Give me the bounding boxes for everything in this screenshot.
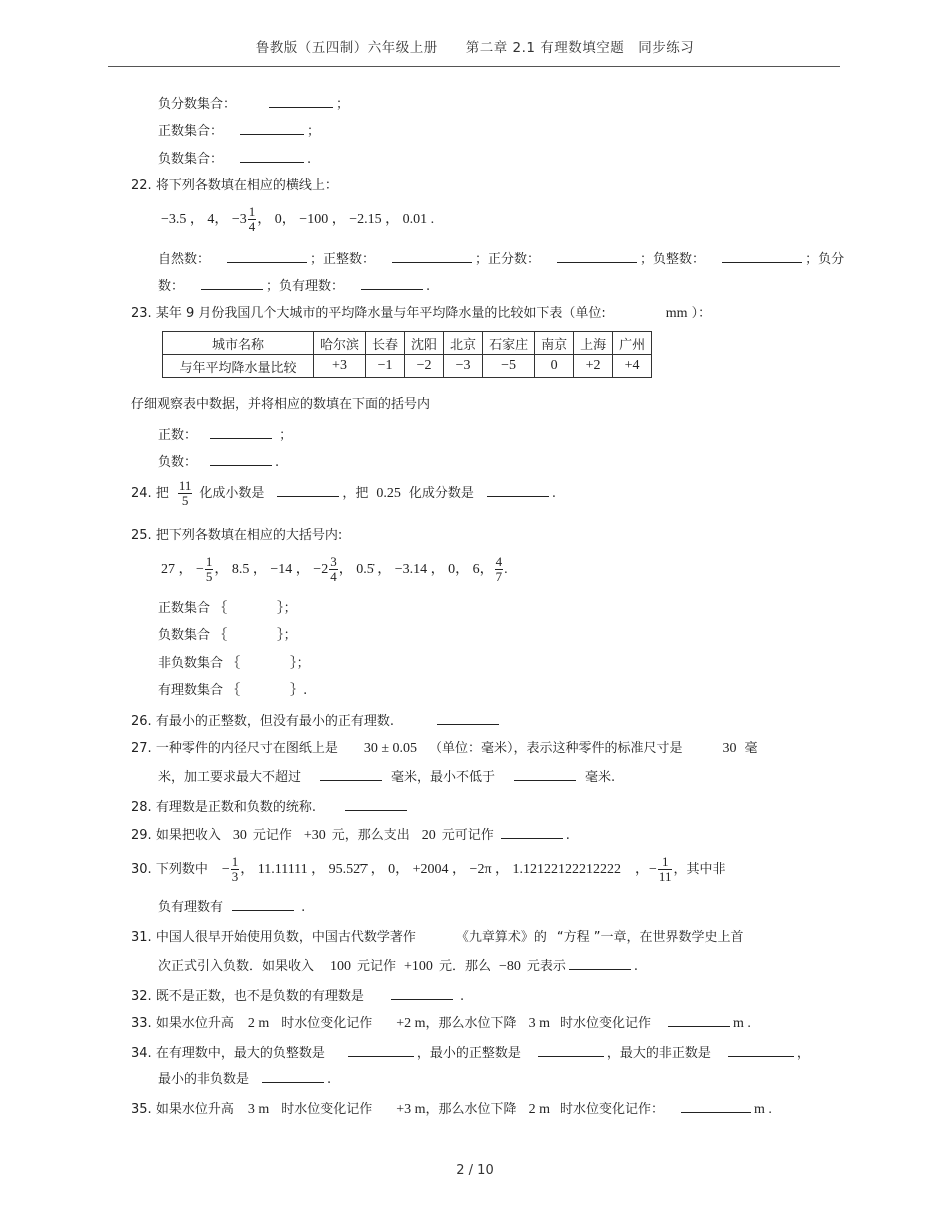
number-list: 27 ， − [161,562,204,577]
q25-set-rational: 有理数集合 ｛ ｝. [158,683,308,698]
label: ；负有理数： [266,279,345,294]
label: ；负整数： [640,252,706,267]
question-text: 元，那么支出 [331,828,410,843]
unit: m . [732,1016,751,1031]
question-text: ，把 [342,486,369,501]
answer-blank[interactable] [681,1099,751,1113]
table-cell: −1 [366,355,405,378]
table-cell: 石家庄 [483,332,535,355]
table-cell: −2 [405,355,444,378]
label: 负分数集合： [158,97,237,112]
label: 负数集合： [158,152,224,167]
page-number: 2 / 10 [456,1163,494,1178]
question-text: 如果水位升高 [155,1016,234,1031]
value: +3 m [396,1102,426,1117]
unit: m . [753,1102,772,1117]
label: . [426,279,431,294]
fraction: $\frac{1}{3}$ [231,854,239,884]
question-text: 如果把收入 [155,828,221,843]
table-cell: +4 [613,355,652,378]
fraction: $\frac{1}{11}$ [658,854,672,884]
question-text: “方程 ”一章，在世界数学史上首 [556,930,744,945]
value: +2 m [396,1016,426,1031]
answer-blank[interactable] [538,1043,604,1057]
answer-blank[interactable] [345,797,407,811]
value: 2 m [247,1016,270,1031]
question-text: 《九章算术》的 [455,930,547,945]
question-31 [131,929,743,947]
table-cell: 南京 [535,332,574,355]
table-cell: 上海 [574,332,613,355]
label: 正数集合 [158,601,211,616]
table-cell: −3 [444,355,483,378]
question-26 [131,711,502,731]
question-32: 32. 既不是正数，也不是负数的有理数是 . [131,986,464,1006]
question-35 [131,1099,772,1119]
fraction: $\frac{1}{5}$ [205,554,213,585]
answer-blank[interactable] [487,483,549,497]
table-row [163,355,652,378]
question-text: 毫米. [585,770,616,785]
label: 正数集合： [158,124,224,139]
answer-blank[interactable] [232,897,294,911]
number-list: ， 8.5 ， −14 ， −2 [214,562,329,577]
question-number: 33. [131,1016,152,1031]
question-number: 31. [131,930,152,945]
label: 负数： [158,455,198,470]
fraction: $\frac{11}{5}$ [178,478,192,508]
question-text: 把 [155,486,169,501]
question-text: 毫米，最小不低于 [391,770,496,785]
header-rule [108,66,840,67]
label: 非负数集合 [158,656,224,671]
value: 2 m [528,1102,550,1117]
mixed-fraction: $\frac{1}{4}$ [248,204,256,235]
value: +30 [303,828,326,843]
question-text: 有理数是正数和负数的统称. [155,800,316,815]
answer-blank[interactable] [668,1013,730,1027]
question-number: 35. [131,1102,152,1117]
table-cell: +2 [574,355,613,378]
q25-set-positive: 正数集合 ｛ ｝； [158,601,297,616]
rainfall-table [162,331,652,378]
answer-blank[interactable] [728,1043,794,1057]
q22-blanks-row2 [158,276,430,296]
table-cell: 与年平均降水量比较 [163,355,314,378]
question-number: 30. [131,862,152,877]
value: 0.25 [376,486,401,501]
answer-blank[interactable] [569,956,631,970]
question-text: 时水位变化记作 [559,1016,651,1031]
question-text: ，其中非 [673,862,726,877]
question-text: ，最大的非正数是 [606,1046,711,1061]
value: 100 [330,959,352,974]
question-22 [131,177,338,195]
table-cell: 北京 [444,332,483,355]
q25-set-negative: 负数集合 ｛ ｝； [158,628,297,643]
question-text: 如果水位升高 [155,1102,234,1117]
question-28 [131,797,410,817]
answer-blank[interactable] [240,121,304,135]
label: 自然数： [158,252,211,267]
q25-set-nonnegative: 非负数集合 ｛ ｝； [158,656,310,671]
question-number: 28. [131,800,152,815]
question-text: ）： [691,306,712,321]
table-cell: 城市名称 [163,332,314,355]
question-number: 22. [131,178,152,193]
number-list: −3.5 ， 4， −3 [161,212,247,227]
value: −80 [498,959,521,974]
answer-blank[interactable] [348,1043,414,1057]
label: ；正整数： [310,252,376,267]
question-number: 25. [131,528,152,543]
answer-blank[interactable] [501,825,563,839]
answer-blank[interactable] [437,711,499,725]
value: 30 [232,828,247,843]
answer-blank[interactable] [392,249,472,263]
question-text: ，最小的正整数是 [416,1046,521,1061]
q34-line2: 最小的非负数是 . [158,1069,331,1089]
answer-blank[interactable] [269,94,333,108]
answer-blank[interactable] [391,986,453,1000]
question-text: ，那么水位下降 [425,1016,517,1031]
value: 30 ± 0.05 [363,741,418,756]
question-number: 27. [131,741,152,756]
question-text: 化成分数是 [408,486,474,501]
neg-set-line: 负数集合： . [158,149,311,169]
question-number: 24. [131,486,152,501]
question-text: 米，加工要求最大不超过 [158,770,302,785]
table-cell: 长春 [366,332,405,355]
pos-set-line: 正数集合： ； [158,121,320,141]
table-cell: +3 [314,355,366,378]
question-text: 既不是正数，也不是负数的有理数是 [155,989,364,1004]
answer-blank[interactable] [201,276,263,290]
question-text: 有最小的正整数，但没有最小的正有理数. [155,714,394,729]
question-text: 一种零件的内径尺寸在图纸上是 [155,741,338,756]
question-text: 次正式引入负数．如果收入 [158,959,315,974]
question-text: 时水位变化记作 [281,1016,373,1031]
value: 3 m [247,1102,270,1117]
label: ；正分数： [475,252,541,267]
question-25 [131,527,342,545]
question-text: 元可记作 [441,828,494,843]
question-text: 元．那么 [438,959,491,974]
answer-blank[interactable] [361,276,423,290]
q27-line2 [158,767,615,787]
answer-blank[interactable] [557,249,637,263]
table-cell: −5 [483,355,535,378]
table-cell: 哈尔滨 [314,332,366,355]
question-text: 最小的非负数是 [158,1072,250,1087]
question-text: 负有理数有 [158,900,224,915]
neg-fraction-set-line: 负分数集合： ； [158,94,349,114]
label: 有理数集合 [158,683,224,698]
answer-blank[interactable] [210,452,272,466]
question-text: 下列数中 [155,862,208,877]
label: 正数： [158,428,198,443]
table-cell: 0 [535,355,574,378]
question-33 [131,1013,751,1033]
answer-blank[interactable] [262,1069,324,1083]
question-text: 时水位变化记作 [281,1102,373,1117]
question-text: （单位：毫米），表示这种零件的标准尺寸是 [429,741,683,756]
q25-numbers: 27 ， − $\frac{1}{5}$ ， 8.5 ， −14 ， −2 $\frac{3}{4}$ ， 0.5̇ ， −3.14 ， 0， 6， $\frac{4}{7}$ . [161,554,508,585]
question-text: 元记作 [357,959,397,974]
value: 3 m [528,1016,550,1031]
question-24: 24. 把 $\frac{11}{5}$ 化成小数是 ，把 0.25 化成分数是 . [131,478,557,508]
question-text: 时水位变化记作： [559,1102,664,1117]
question-text: 在有理数中，最大的负整数是 [155,1046,325,1061]
q30-line2: 负有理数有 . [158,897,305,917]
answer-blank[interactable] [514,767,576,781]
answer-blank[interactable] [277,483,339,497]
question-text: 元记作 [252,828,292,843]
page-header: 鲁教版（五四制）六年级上册 第二章 2.1 有理数填空题 同步练习 [255,40,695,56]
question-23 [131,305,711,323]
question-34 [131,1043,810,1063]
question-number: 26. [131,714,152,729]
q23-neg-line: 负数： . [158,452,279,472]
question-text: ， [796,1046,810,1061]
answer-blank[interactable] [240,149,304,163]
label: ；负分 [805,252,845,267]
table-header-row [163,332,652,355]
q23-instruction: 仔细观察表中数据，并将相应的数填在下面的括号内 [131,397,431,412]
number-list: ， 11.11111 ， 95.52̇7̇ ， 0， +2004 ， −2π ， 1.12122122212222 [240,862,622,877]
question-text: 将下列各数填在相应的横线上： [155,178,338,193]
answer-blank[interactable] [227,249,307,263]
mixed-fraction: $\frac{3}{4}$ [330,554,337,585]
question-text: 把下列各数填在相应的大括号内: [155,528,343,543]
question-text: 元表示 [526,959,566,974]
number-list: ， 0.5̇ ， −3.14 ， 0， 6， [338,562,494,577]
value: 30 [722,741,737,756]
question-number: 34. [131,1046,152,1061]
value: 20 [421,828,436,843]
question-number: 29. [131,828,152,843]
question-text: 某年 9 月份我国几个大城市的平均降水量与年平均降水量的比较如下表（单位: [155,306,606,321]
unit: mm [665,306,688,321]
q22-blanks-row1 [158,249,844,269]
q23-pos-line: 正数： ； [158,425,292,445]
label: 负数集合 [158,628,211,643]
answer-blank[interactable] [320,767,382,781]
table-cell: 广州 [613,332,652,355]
answer-blank[interactable] [722,249,802,263]
q22-numbers [161,203,434,237]
question-30: 30. 下列数中 − $\frac{1}{3}$ ， 11.11111 ， 95.52̇7̇ ， 0， +2004 ， −2π ， 1.12122122212222 ，− $\frac{1}{11}$ ，其中非 [131,854,726,884]
answer-blank[interactable] [210,425,272,439]
question-text: ，那么水位下降 [425,1102,517,1117]
question-number: 23. [131,306,152,321]
question-text: 毫 [744,741,758,756]
question-text: 中国人很早开始使用负数，中国古代数学著作 [155,930,416,945]
question-number: 32. [131,989,152,1004]
table-cell: 沈阳 [405,332,444,355]
label: 数： [158,279,185,294]
fraction: $\frac{4}{7}$ [495,554,503,585]
number-list: ， 0， −100 ， −2.15 ， 0.01 . [257,212,435,227]
question-text: 化成小数是 [199,486,265,501]
value: +100 [404,959,433,974]
question-29: 29. 如果把收入 30 元记作 +30 元，那么支出 20 元可记作 . [131,825,570,845]
question-27 [131,740,758,758]
q31-line2: 次正式引入负数．如果收入 100 元记作 +100 元．那么 −80 元表示 . [158,956,638,976]
